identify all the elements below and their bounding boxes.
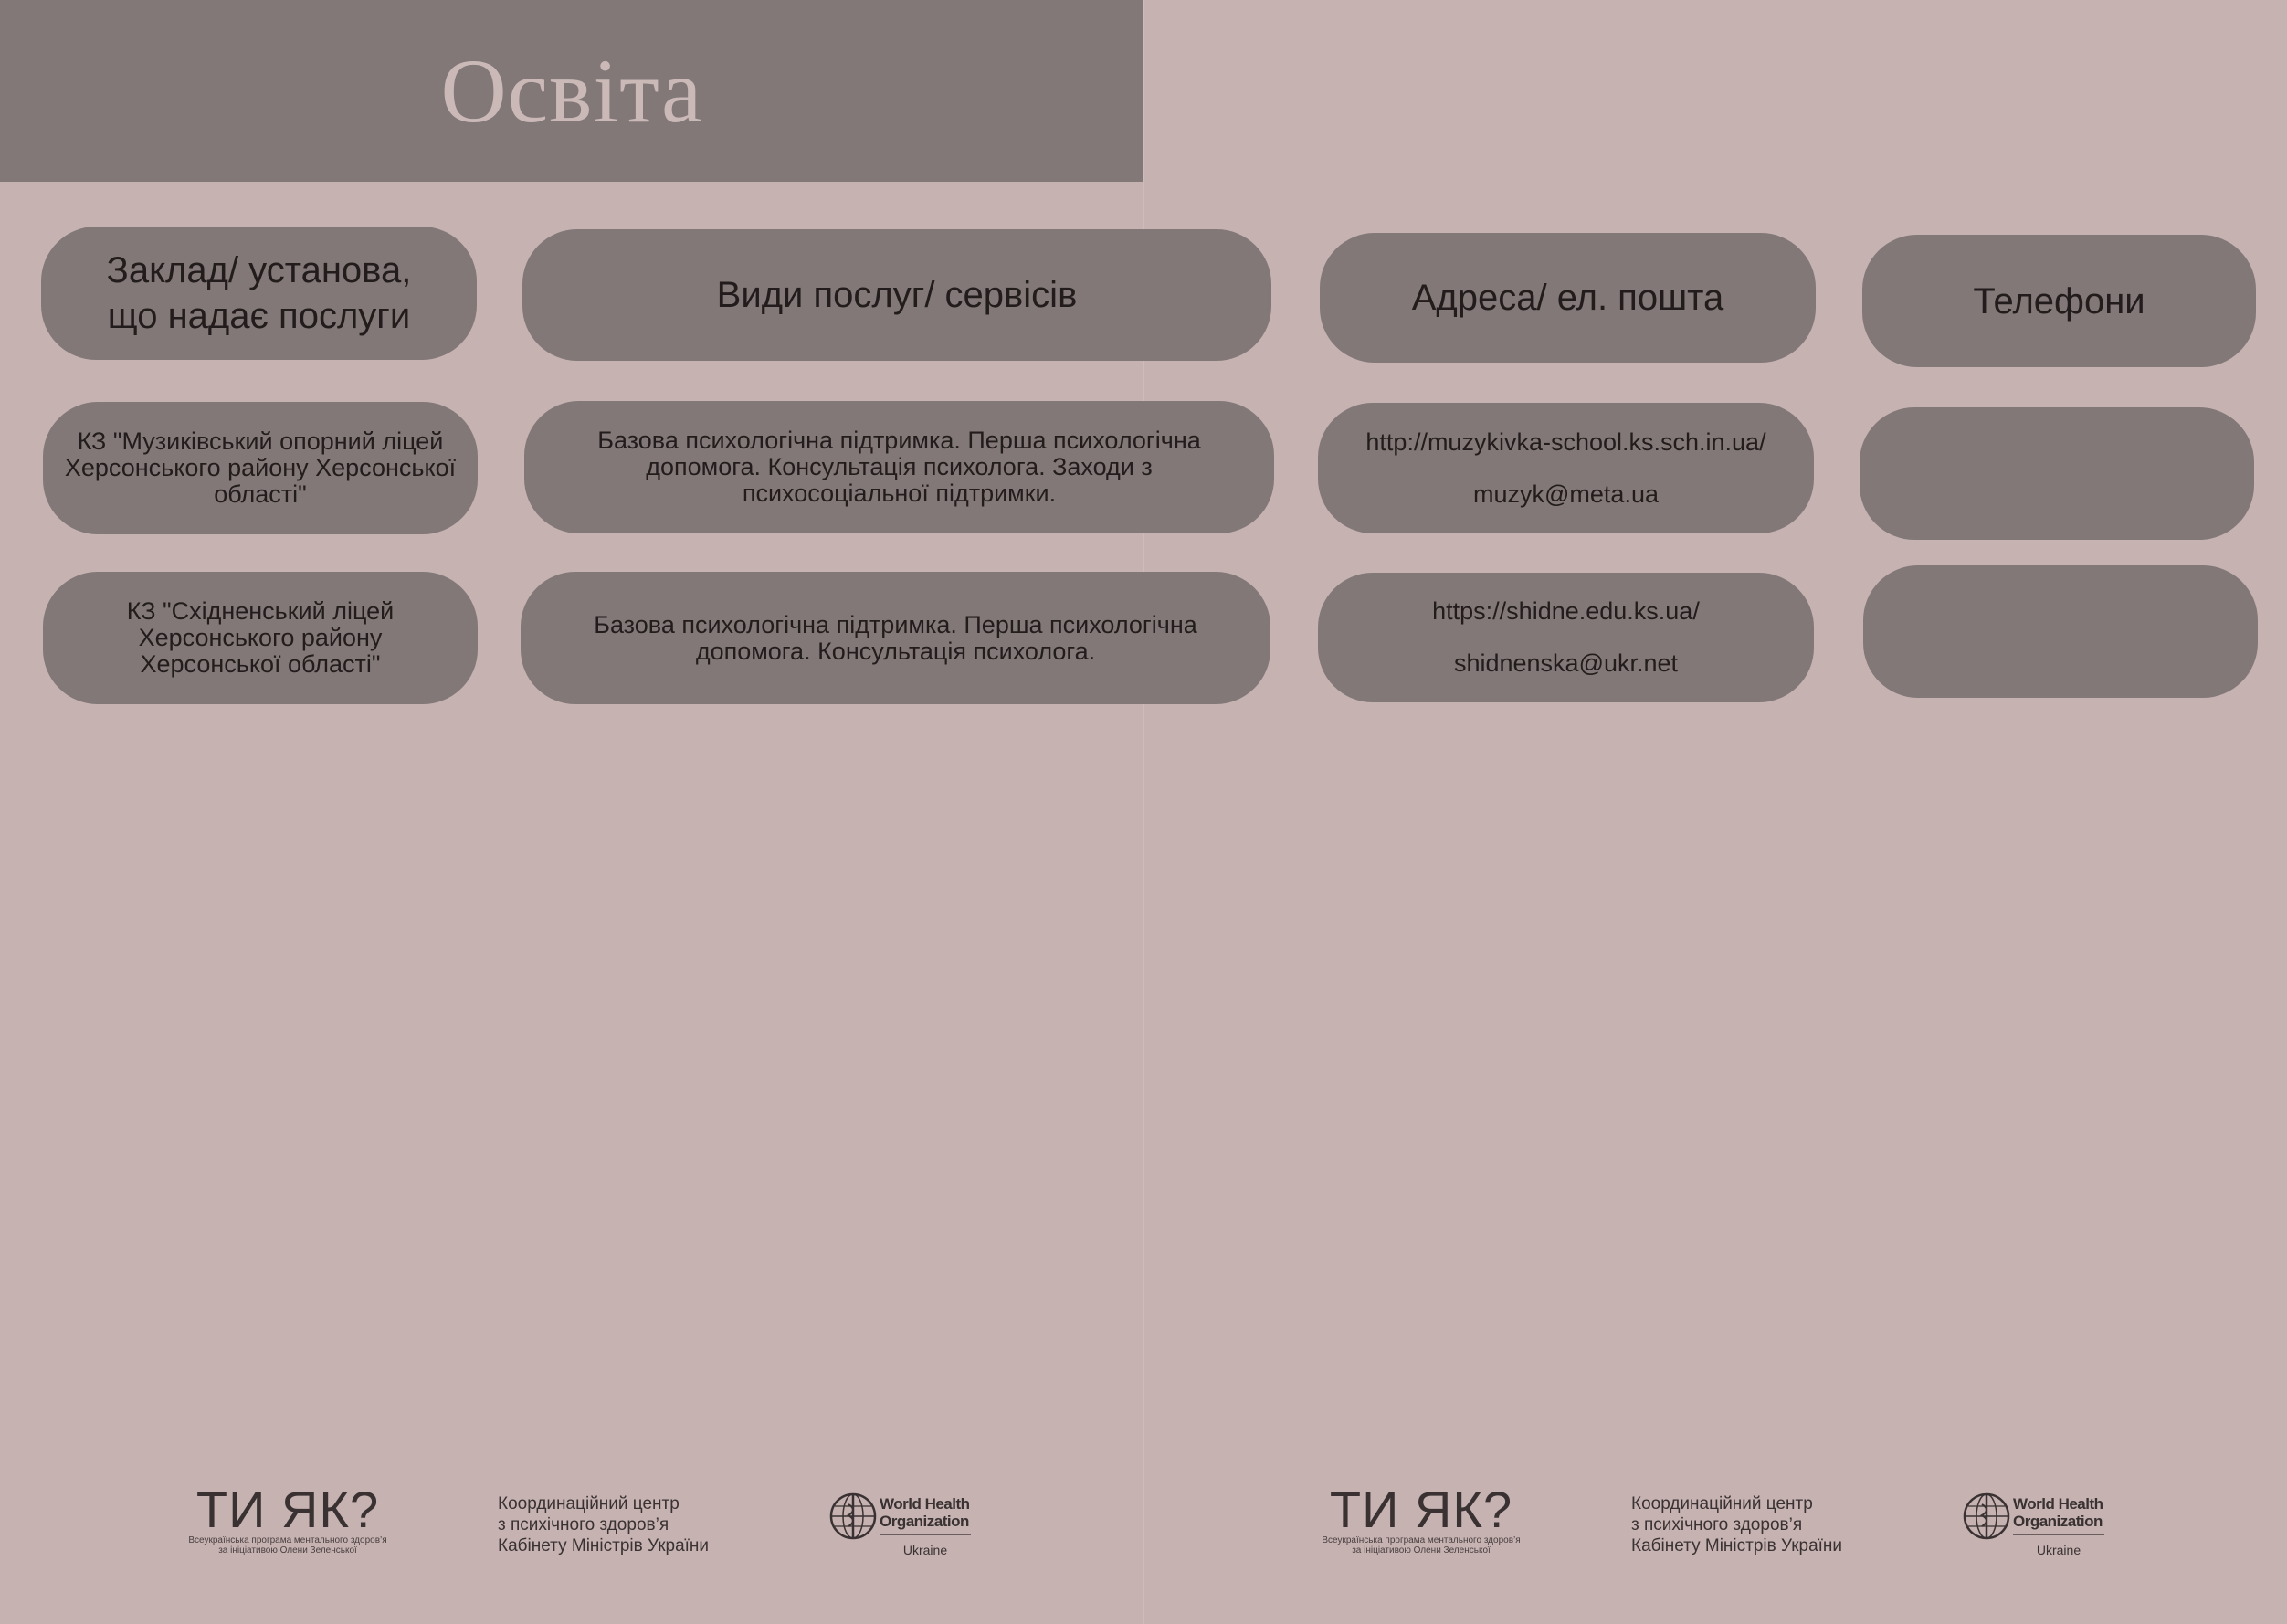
header-address-label: Адреса/ ел. пошта [1411, 278, 1724, 318]
row-1-address [1318, 403, 1814, 533]
who-logo [828, 1490, 975, 1566]
footer-left [178, 1481, 1091, 1566]
header-institution [41, 227, 477, 360]
who-name-line-2: Organization [880, 1513, 969, 1530]
row-1-url[interactable]: http://muzykivka-school.ks.sch.in.ua/ [1365, 427, 1766, 456]
coordination-center-text [498, 1493, 754, 1556]
tiyak-logo-subtitle-1: Всеукраїнська програма ментального здоров’я [188, 1535, 387, 1545]
who-country: Ukraine [902, 1543, 948, 1557]
tiyak-logo-subtitle-2: за ініціативою Олени Зеленської [1352, 1545, 1491, 1555]
row-1-institution [43, 402, 478, 534]
who-emblem-icon [1962, 1492, 2011, 1541]
header-phones [1862, 235, 2256, 367]
footer-right [1312, 1481, 2225, 1566]
header-services-label: Види послуг/ сервісів [716, 275, 1078, 315]
tiyak-logo-subtitle-1: Всеукраїнська програма ментального здоров’я [1322, 1535, 1521, 1545]
who-name-line-2: Organization [2013, 1513, 2103, 1530]
who-name-line-1: World Health [880, 1495, 970, 1513]
coord-line-2: з психічного здоров’я [498, 1515, 669, 1534]
who-logo [1962, 1490, 2108, 1566]
who-emblem-icon [828, 1492, 878, 1541]
header-phones-label: Телефони [1973, 280, 2145, 322]
header-address [1320, 233, 1816, 363]
who-divider [880, 1534, 971, 1535]
row-2-address [1318, 573, 1814, 702]
coord-line-1: Координаційний центр [498, 1494, 680, 1513]
coord-line-3: Кабінету Міністрів України [1631, 1536, 1843, 1555]
row-2-services [521, 572, 1270, 704]
who-name [2013, 1495, 2103, 1530]
coordination-center-text [1631, 1493, 1887, 1556]
tiyak-logo-mark: ТИ ЯК? [195, 1481, 380, 1538]
row-1-email[interactable]: muzyk@meta.ua [1473, 480, 1659, 508]
who-country: Ukraine [2036, 1543, 2081, 1557]
row-2-institution-text: КЗ "Східненський ліцей Херсонського району Херсонської області" [126, 597, 395, 678]
who-name [880, 1495, 970, 1530]
row-1-services-text: Базова психологічна підтримка. Перша психологічна допомога. Консультація психолога. Заходи з психосоціальної підтримки. [597, 427, 1201, 507]
tiyak-logo [178, 1481, 397, 1566]
coord-line-1: Координаційний центр [1631, 1494, 1813, 1513]
row-1-phone [1860, 407, 2254, 540]
who-divider [2013, 1534, 2104, 1535]
tiyak-logo [1312, 1481, 1531, 1566]
row-1-services [524, 401, 1274, 533]
row-2-email[interactable]: shidnenska@ukr.net [1453, 649, 1679, 677]
header-services [522, 229, 1271, 361]
row-2-url[interactable]: https://shidne.edu.ks.ua/ [1432, 597, 1700, 625]
who-name-line-1: World Health [2013, 1495, 2103, 1513]
row-2-institution [43, 572, 478, 704]
header-institution-label: Заклад/ установа, що надає послуги [106, 250, 412, 336]
row-1-institution-text: КЗ "Музиківський опорний ліцей Херсонського району Херсонської області" [64, 427, 457, 508]
coord-line-3: Кабінету Міністрів України [498, 1536, 710, 1555]
tiyak-logo-subtitle-2: за ініціативою Олени Зеленської [218, 1545, 357, 1555]
page-title: Освіта [440, 40, 703, 142]
row-2-services-text: Базова психологічна підтримка. Перша психологічна допомога. Консультація психолога. [594, 610, 1197, 665]
coord-line-2: з психічного здоров’я [1631, 1515, 1803, 1534]
row-2-phone [1863, 565, 2258, 698]
tiyak-logo-mark: ТИ ЯК? [1329, 1481, 1513, 1538]
